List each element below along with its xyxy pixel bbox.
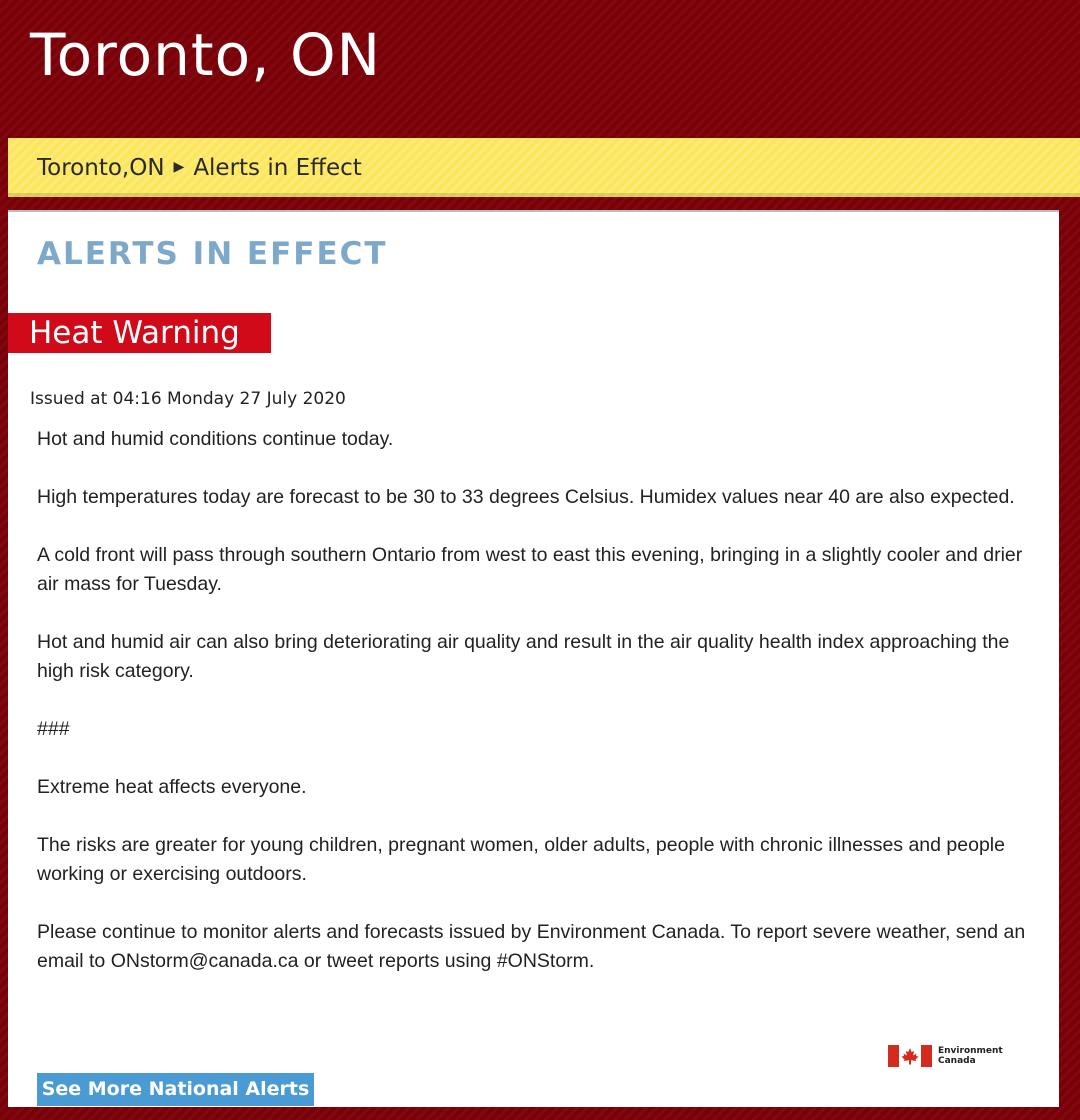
issued-timestamp: Issued at 04:16 Monday 27 July 2020: [30, 389, 346, 409]
alert-body: [37, 425, 1037, 1005]
breadcrumb-current: Alerts in Effect: [193, 154, 362, 181]
alert-paragraph: Please continue to monitor alerts and forecasts issued by Environment Canada. To report severe weather, send an email to ONstorm@canada.ca or tweet reports using #ONStorm.: [37, 921, 1026, 972]
breadcrumb-arrow-icon: ▶: [173, 158, 185, 175]
alert-name-banner: Heat Warning: [8, 313, 271, 353]
content-panel: [8, 210, 1059, 1107]
see-more-national-alerts-button[interactable]: See More National Alerts: [37, 1073, 314, 1106]
environment-canada-logo: [888, 1045, 1003, 1067]
alert-paragraph: ###: [37, 718, 70, 740]
alert-paragraph: Hot and humid air can also bring deteriorating air quality and result in the air quality health index approaching the high risk category.: [37, 631, 1010, 682]
alert-paragraph: High temperatures today are forecast to be 30 to 33 degrees Celsius. Humidex values near 40 are also expected.: [37, 486, 1015, 508]
environment-canada-wordmark: Environment Canada: [938, 1046, 1003, 1066]
city-title: Toronto, ON: [30, 21, 382, 89]
alert-paragraph: Extreme heat affects everyone.: [37, 776, 307, 798]
breadcrumb: [8, 138, 1080, 197]
breadcrumb-home-link[interactable]: Toronto,ON: [37, 154, 165, 181]
alert-paragraph: A cold front will pass through southern Ontario from west to east this evening, bringing in a slightly cooler and drier air mass for Tuesday.: [37, 544, 1023, 595]
alert-paragraph: The risks are greater for young children, pregnant women, older adults, people with chronic illnesses and people working or exercising outdoors.: [37, 834, 1005, 885]
canada-flag-icon: [888, 1045, 932, 1067]
section-title: ALERTS IN EFFECT: [37, 236, 388, 272]
alert-paragraph: Hot and humid conditions continue today.: [37, 428, 394, 450]
